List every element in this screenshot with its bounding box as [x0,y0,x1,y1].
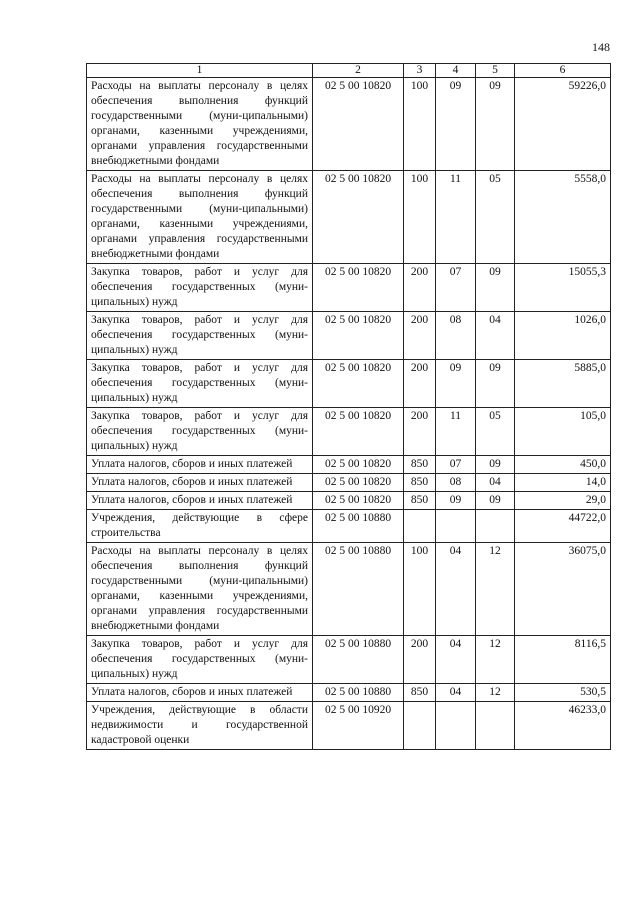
subsection-cell: 12 [476,684,515,702]
table-row [87,510,611,543]
section-cell: 07 [436,456,476,474]
expense-name-cell: Расходы на выплаты персоналу в целях обеспечения выполнения функций государственными (муни-ципальными) органами, казенными учреждениями, органами управления государственными внебюджетными фондами [87,543,313,636]
expense-name-cell: Учреждения, действующие в области недвижимости и государственной кадастровой оценки [87,702,313,750]
expense-type-cell: 200 [404,360,436,408]
expense-name-cell: Закупка товаров, работ и услуг для обеспечения государственных (муни-ципальных) нужд [87,360,313,408]
expense-type-cell: 200 [404,636,436,684]
subsection-cell: 09 [476,264,515,312]
header-row [87,64,611,78]
target-article-cell: 02 5 00 10880 [313,636,404,684]
target-article-cell: 02 5 00 10880 [313,684,404,702]
target-article-cell: 02 5 00 10820 [313,456,404,474]
table-row [87,78,611,171]
subsection-cell: 05 [476,408,515,456]
section-cell: 04 [436,543,476,636]
expense-type-cell [404,510,436,543]
target-article-cell: 02 5 00 10880 [313,510,404,543]
target-article-cell: 02 5 00 10820 [313,264,404,312]
amount-cell: 530,5 [515,684,611,702]
table-row [87,312,611,360]
section-cell: 09 [436,78,476,171]
expense-type-cell: 200 [404,264,436,312]
subsection-cell: 09 [476,360,515,408]
table-row [87,171,611,264]
expense-name-cell: Закупка товаров, работ и услуг для обеспечения государственных (муни-ципальных) нужд [87,408,313,456]
header-col-6: 6 [515,64,611,78]
amount-cell: 450,0 [515,456,611,474]
table-row [87,264,611,312]
section-cell: 08 [436,474,476,492]
target-article-cell: 02 5 00 10920 [313,702,404,750]
subsection-cell: 12 [476,636,515,684]
amount-cell: 29,0 [515,492,611,510]
section-cell: 11 [436,171,476,264]
expense-type-cell: 100 [404,171,436,264]
target-article-cell: 02 5 00 10820 [313,312,404,360]
header-col-2: 2 [313,64,404,78]
expense-type-cell [404,702,436,750]
subsection-cell: 04 [476,312,515,360]
amount-cell: 8116,5 [515,636,611,684]
expense-type-cell: 850 [404,474,436,492]
subsection-cell: 05 [476,171,515,264]
section-cell [436,510,476,543]
subsection-cell: 04 [476,474,515,492]
header-col-1: 1 [87,64,313,78]
subsection-cell: 09 [476,78,515,171]
expense-type-cell: 850 [404,492,436,510]
table-row [87,360,611,408]
table-body [87,78,611,750]
expense-name-cell: Расходы на выплаты персоналу в целях обеспечения выполнения функций государственными (муни-ципальными) органами, казенными учреждениями, органами управления государственными внебюджетными фондами [87,171,313,264]
budget-table [86,63,611,750]
expense-type-cell: 100 [404,78,436,171]
expense-name-cell: Уплата налогов, сборов и иных платежей [87,456,313,474]
table-row [87,543,611,636]
amount-cell: 15055,3 [515,264,611,312]
target-article-cell: 02 5 00 10820 [313,474,404,492]
expense-name-cell: Уплата налогов, сборов и иных платежей [87,684,313,702]
target-article-cell: 02 5 00 10880 [313,543,404,636]
target-article-cell: 02 5 00 10820 [313,492,404,510]
amount-cell: 59226,0 [515,78,611,171]
expense-name-cell: Расходы на выплаты персоналу в целях обеспечения выполнения функций государственными (муни-ципальными) органами, казенными учреждениями, органами управления государственными внебюджетными фондами [87,78,313,171]
subsection-cell: 09 [476,492,515,510]
amount-cell: 5885,0 [515,360,611,408]
target-article-cell: 02 5 00 10820 [313,360,404,408]
expense-name-cell: Уплата налогов, сборов и иных платежей [87,492,313,510]
expense-name-cell: Закупка товаров, работ и услуг для обеспечения государственных (муни-ципальных) нужд [87,264,313,312]
table-row [87,492,611,510]
expense-type-cell: 850 [404,456,436,474]
expense-name-cell: Закупка товаров, работ и услуг для обеспечения государственных (муни-ципальных) нужд [87,636,313,684]
amount-cell: 44722,0 [515,510,611,543]
amount-cell: 14,0 [515,474,611,492]
table-row [87,408,611,456]
page-number: 148 [592,40,610,54]
section-cell: 09 [436,360,476,408]
subsection-cell: 12 [476,543,515,636]
table-row [87,684,611,702]
target-article-cell: 02 5 00 10820 [313,408,404,456]
expense-name-cell: Учреждения, действующие в сфере строительства [87,510,313,543]
section-cell: 04 [436,684,476,702]
section-cell [436,702,476,750]
table-row [87,456,611,474]
table-row [87,636,611,684]
target-article-cell: 02 5 00 10820 [313,171,404,264]
header-col-4: 4 [436,64,476,78]
expense-type-cell: 200 [404,312,436,360]
target-article-cell: 02 5 00 10820 [313,78,404,171]
expense-type-cell: 200 [404,408,436,456]
section-cell: 08 [436,312,476,360]
subsection-cell [476,510,515,543]
expense-type-cell: 100 [404,543,436,636]
expense-type-cell: 850 [404,684,436,702]
section-cell: 04 [436,636,476,684]
subsection-cell: 09 [476,456,515,474]
amount-cell: 36075,0 [515,543,611,636]
amount-cell: 46233,0 [515,702,611,750]
section-cell: 07 [436,264,476,312]
expense-name-cell: Закупка товаров, работ и услуг для обеспечения государственных (муни-ципальных) нужд [87,312,313,360]
table-row [87,474,611,492]
expense-name-cell: Уплата налогов, сборов и иных платежей [87,474,313,492]
amount-cell: 105,0 [515,408,611,456]
header-col-5: 5 [476,64,515,78]
subsection-cell [476,702,515,750]
amount-cell: 1026,0 [515,312,611,360]
header-col-3: 3 [404,64,436,78]
amount-cell: 5558,0 [515,171,611,264]
section-cell: 09 [436,492,476,510]
section-cell: 11 [436,408,476,456]
table-row [87,702,611,750]
